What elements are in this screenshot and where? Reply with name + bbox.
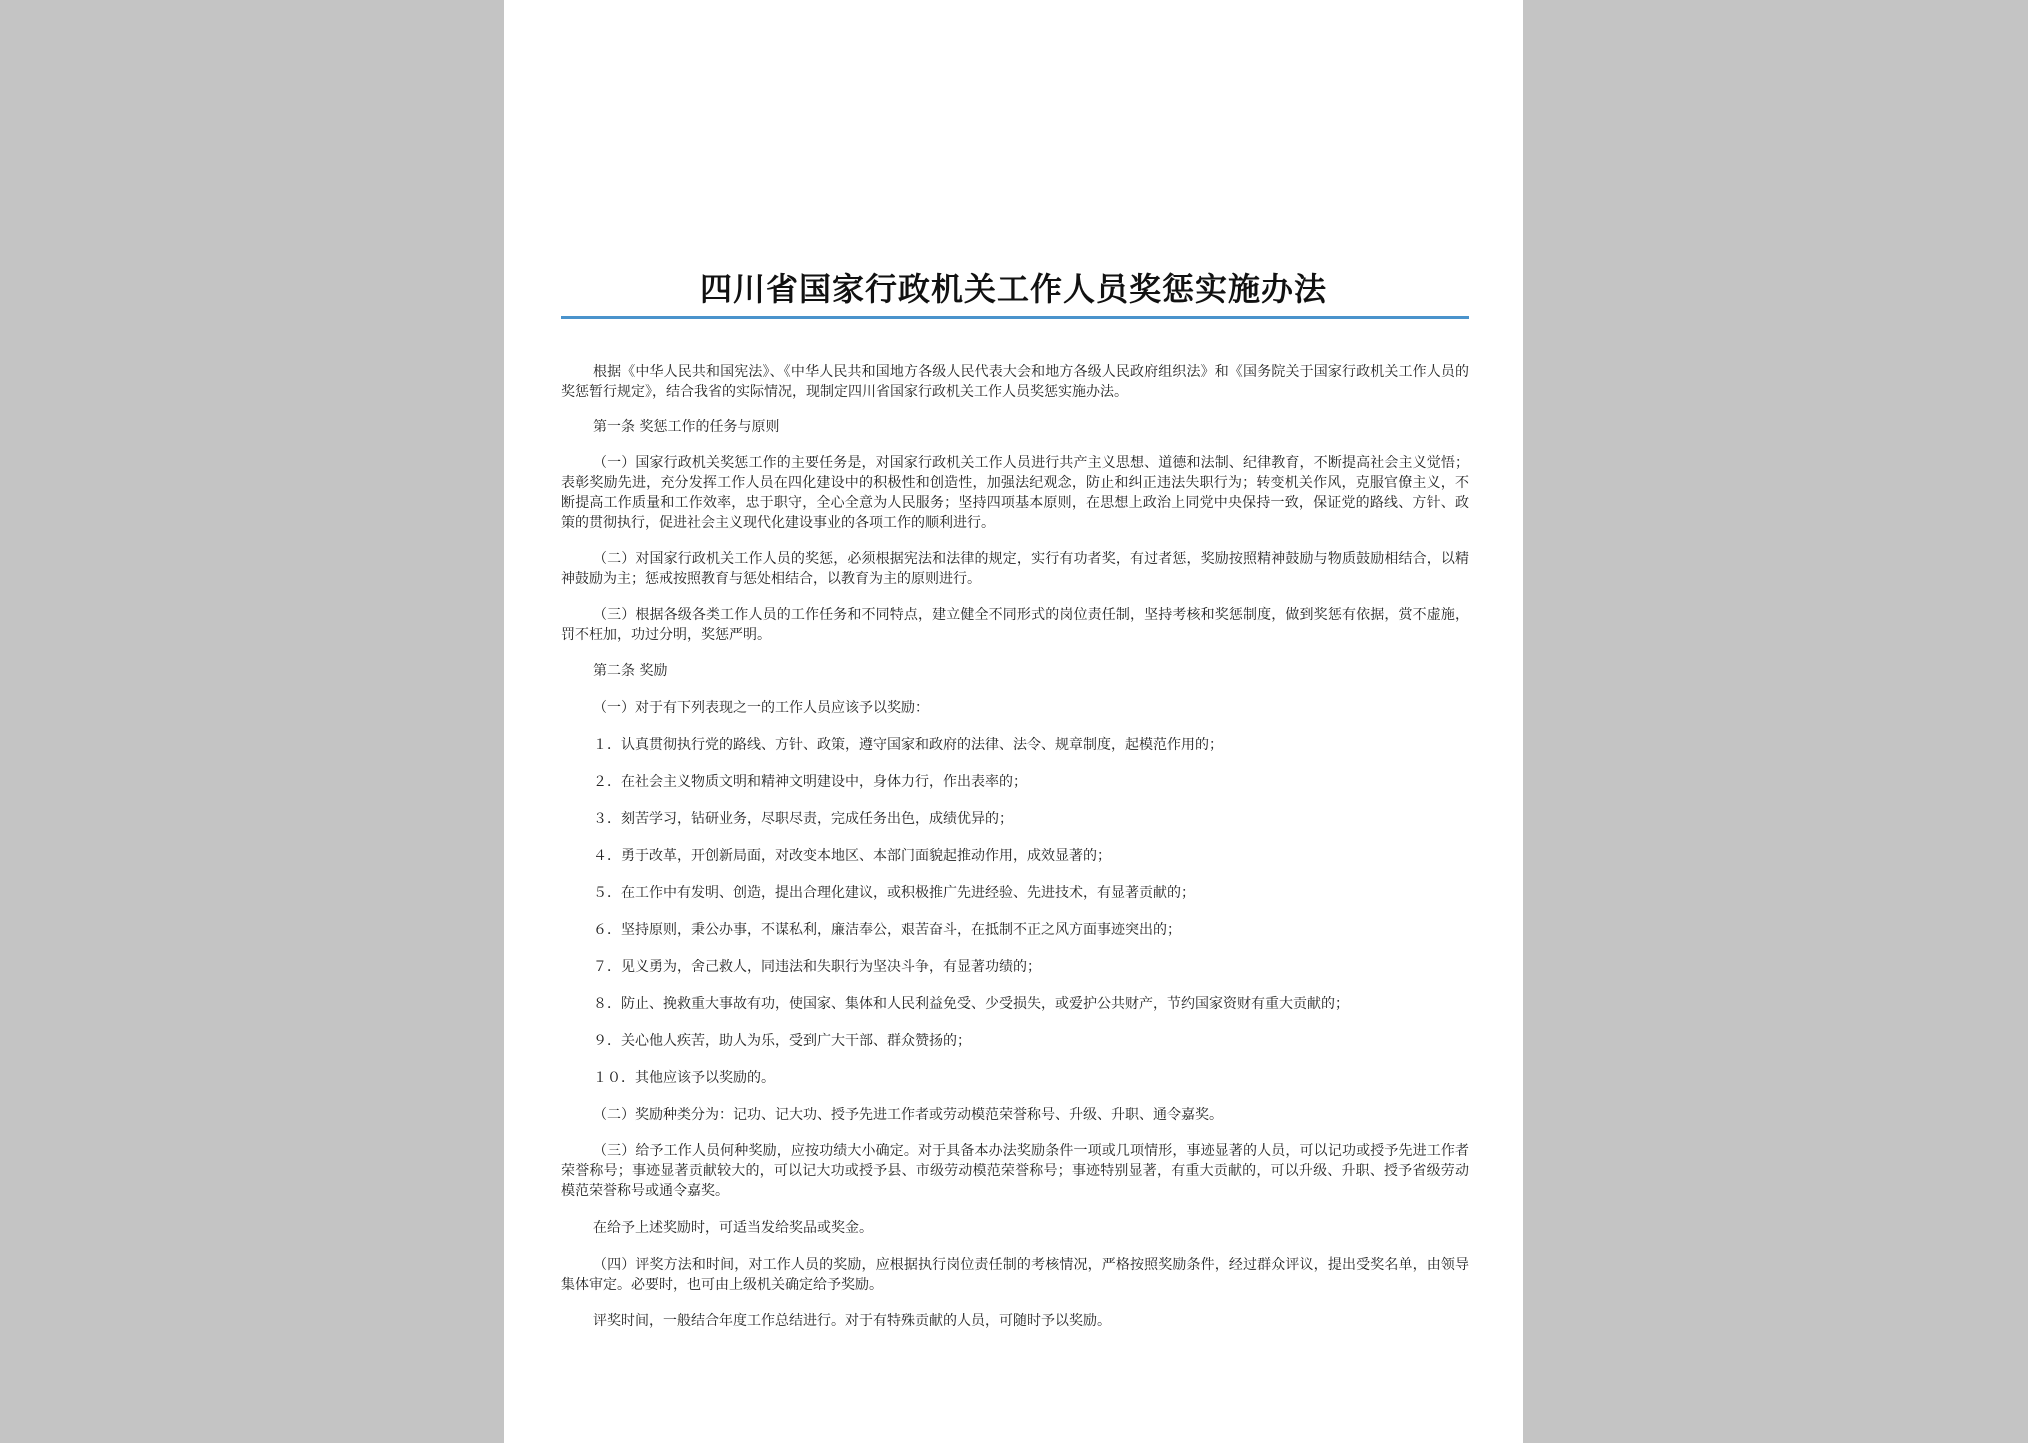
paragraph: 评奖时间，一般结合年度工作总结进行。对于有特殊贡献的人员，可随时予以奖励。: [593, 1313, 1111, 1329]
list-item: ９．关心他人疾苦，助人为乐，受到广大干部、群众赞扬的；: [593, 1033, 971, 1049]
list-item: ５．在工作中有发明、创造，提出合理化建议，或积极推广先进经验、先进技术，有显著贡献的；: [593, 885, 1195, 901]
paragraph: （四）评奖方法和时间，对工作人员的奖励，应根据执行岗位责任制的考核情况，严格按照奖励条件，经过群众评议，提出受奖名单，由领导集体审定。必要时，也可由上级机关确定给予奖励。: [561, 1257, 1469, 1293]
preamble-paragraph: 根据《中华人民共和国宪法》、《中华人民共和国地方各级人民代表大会和地方各级人民政府组织法》和《国务院关于国家行政机关工作人员的奖惩暂行规定》，结合我省的实际情况，现制定四川省国家行政机关工作人员奖惩实施办法。: [561, 364, 1469, 400]
list-item: １０．其他应该予以奖励的。: [593, 1070, 775, 1086]
list-item: ７．见义勇为，舍己救人，同违法和失职行为坚决斗争，有显著功绩的；: [593, 959, 1041, 975]
paragraph: （一）对于有下列表现之一的工作人员应该予以奖励：: [593, 700, 929, 716]
article-heading: 第一条 奖惩工作的任务与原则: [593, 419, 780, 435]
list-item: ２．在社会主义物质文明和精神文明建设中，身体力行，作出表率的；: [593, 774, 1027, 790]
list-item: ６．坚持原则，秉公办事，不谋私利，廉洁奉公，艰苦奋斗，在抵制不正之风方面事迹突出的；: [593, 922, 1181, 938]
document-body: [561, 362, 1469, 1331]
paragraph: （二）奖励种类分为：记功、记大功、授予先进工作者或劳动模范荣誉称号、升级、升职、通令嘉奖。: [593, 1107, 1223, 1123]
list-item: ８．防止、挽救重大事故有功，使国家、集体和人民利益免受、少受损失，或爱护公共财产，节约国家资财有重大贡献的；: [593, 996, 1349, 1012]
paragraph: （一）国家行政机关奖惩工作的主要任务是，对国家行政机关工作人员进行共产主义思想、道德和法制、纪律教育，不断提高社会主义觉悟；表彰奖励先进，充分发挥工作人员在四化建设中的积极性和创造性，加强法纪观念，防止和纠正违法失职行为；转变机关作风，克服官僚主义，不断提高工作质量和工作效率，忠于职守，全心全意为人民服务；坚持四项基本原则，在思想上政治上同党中央保持一致，保证党的路线、方针、政策的贯彻执行，促进社会主义现代化建设事业的各项工作的顺利进行。: [561, 455, 1469, 531]
article-heading: 第二条 奖励: [593, 663, 668, 679]
document-page: [504, 0, 1523, 1443]
document-title: 四川省国家行政机关工作人员奖惩实施办法: [699, 270, 1327, 308]
paragraph: （二）对国家行政机关工作人员的奖惩，必须根据宪法和法律的规定，实行有功者奖，有过者惩，奖励按照精神鼓励与物质鼓励相结合，以精神鼓励为主；惩戒按照教育与惩处相结合，以教育为主的原则进行。: [561, 551, 1469, 587]
title-underline: [561, 316, 1469, 319]
list-item: １．认真贯彻执行党的路线、方针、政策，遵守国家和政府的法律、法令、规章制度，起模范作用的；: [593, 737, 1223, 753]
paragraph: （三）根据各级各类工作人员的工作任务和不同特点，建立健全不同形式的岗位责任制，坚持考核和奖惩制度，做到奖惩有依据，赏不虚施，罚不枉加，功过分明，奖惩严明。: [561, 607, 1469, 643]
list-item: ３．刻苦学习，钻研业务，尽职尽责，完成任务出色，成绩优异的；: [593, 811, 1013, 827]
paragraph: 在给予上述奖励时，可适当发给奖品或奖金。: [593, 1220, 873, 1236]
list-item: ４．勇于改革，开创新局面，对改变本地区、本部门面貌起推动作用，成效显著的；: [593, 848, 1111, 864]
paragraph: （三）给予工作人员何种奖励，应按功绩大小确定。对于具备本办法奖励条件一项或几项情形，事迹显著的人员，可以记功或授予先进工作者荣誉称号；事迹显著贡献较大的，可以记大功或授予县、市级劳动模范荣誉称号；事迹特别显著，有重大贡献的，可以升级、升职、授予省级劳动模范荣誉称号或通令嘉奖。: [561, 1143, 1469, 1199]
